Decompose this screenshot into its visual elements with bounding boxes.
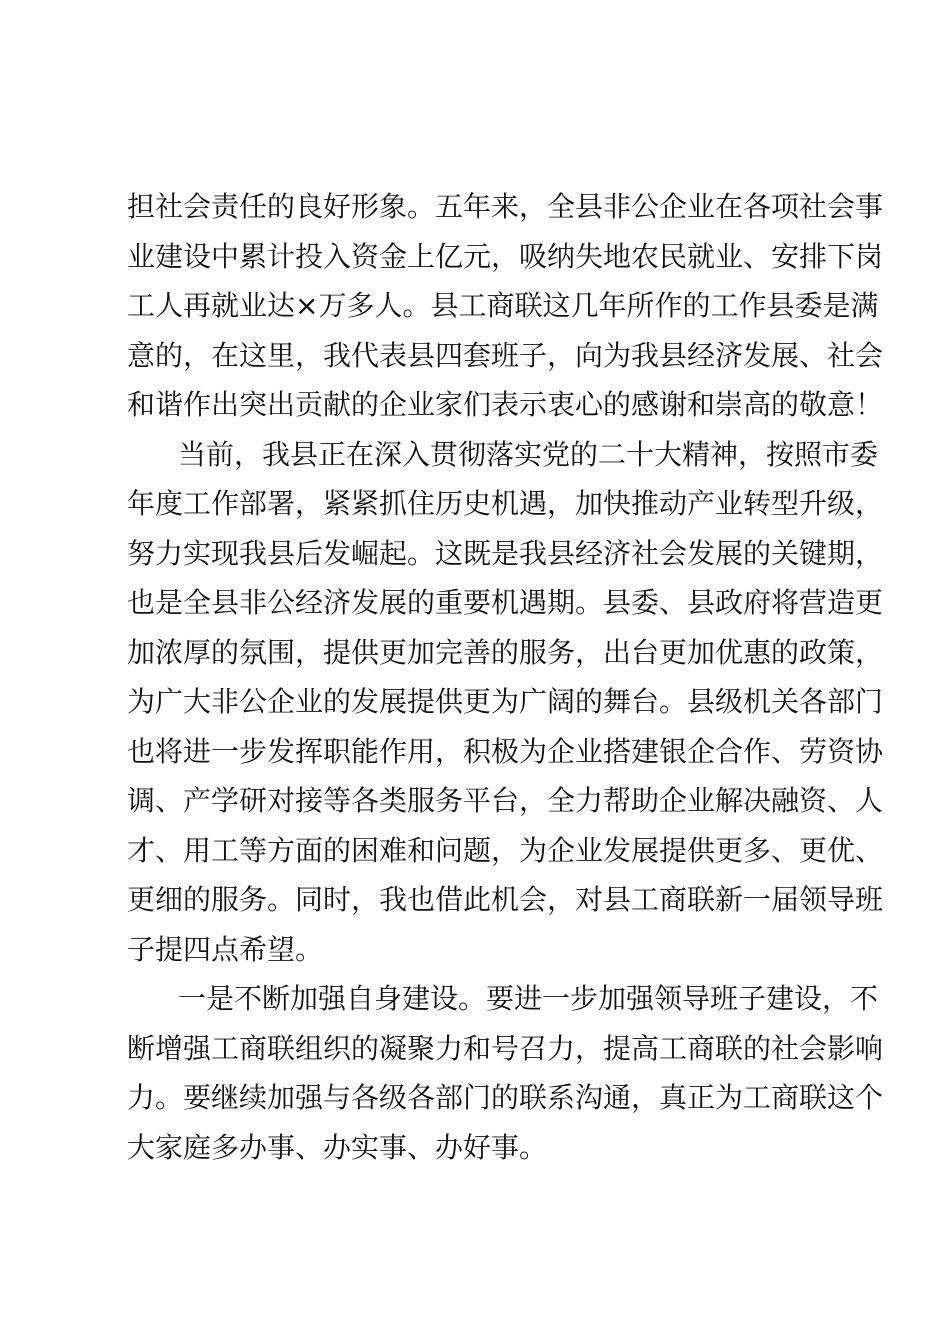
document-body bbox=[127, 182, 884, 1172]
text-line: 工人再就业达×万多人。县工商联这几年所作的工作县委是满 bbox=[127, 289, 879, 322]
paragraph-3 bbox=[127, 974, 884, 1172]
text-line: 年度工作部署，紧紧抓住历史机遇，加快推动产业转型升级， bbox=[127, 487, 884, 520]
paragraph-1 bbox=[127, 182, 884, 430]
text-line: 担社会责任的良好形象。五年来，全县非公企业在各项社会事 bbox=[127, 190, 884, 223]
paragraph-2 bbox=[127, 430, 884, 975]
text-line: 为广大非公企业的发展提供更为广阔的舞台。县级机关各部门 bbox=[127, 685, 884, 718]
text-line: 也将进一步发挥职能作用，积极为企业搭建银企合作、劳资协 bbox=[127, 734, 884, 768]
text-line: 更细的服务。同时，我也借此机会，对县工商联新一届领导班 bbox=[127, 883, 884, 916]
text-line: 调、产学研对接等各类服务平台，全力帮助企业解决融资、人 bbox=[127, 784, 884, 817]
text-line: 才、用工等方面的困难和问题，为企业发展提供更多、更优、 bbox=[127, 833, 884, 867]
text-line: 加浓厚的氛围，提供更加完善的服务，出台更加优惠的政策， bbox=[127, 635, 884, 669]
text-line: 当前，我县正在深入贯彻落实党的二十大精神，按照市委 bbox=[178, 437, 879, 471]
text-line: 力。要继续加强与各级各部门的联系沟通，真正为工商联这个 bbox=[127, 1081, 884, 1114]
text-line: 断增强工商联组织的凝聚力和号召力，提高工商联的社会影响 bbox=[127, 1031, 884, 1065]
text-line: 也是全县非公经济发展的重要机遇期。县委、县政府将营造更 bbox=[127, 586, 884, 619]
text-line: 子提四点希望。 bbox=[127, 932, 324, 966]
text-line: 大家庭多办事、办实事、办好事。 bbox=[127, 1130, 548, 1164]
text-line: 努力实现我县后发崛起。这既是我县经济社会发展的关键期， bbox=[127, 536, 884, 570]
text-line: 意的，在这里，我代表县四套班子，向为我县经济发展、社会 bbox=[127, 338, 884, 372]
text-line: 和谐作出突出贡献的企业家们表示衷心的感谢和崇高的敬意！ bbox=[127, 388, 884, 421]
text-line: 业建设中累计投入资金上亿元，吸纳失地农民就业、安排下岗 bbox=[127, 239, 884, 273]
text-line: 一是不断加强自身建设。要进一步加强领导班子建设，不 bbox=[178, 982, 879, 1015]
